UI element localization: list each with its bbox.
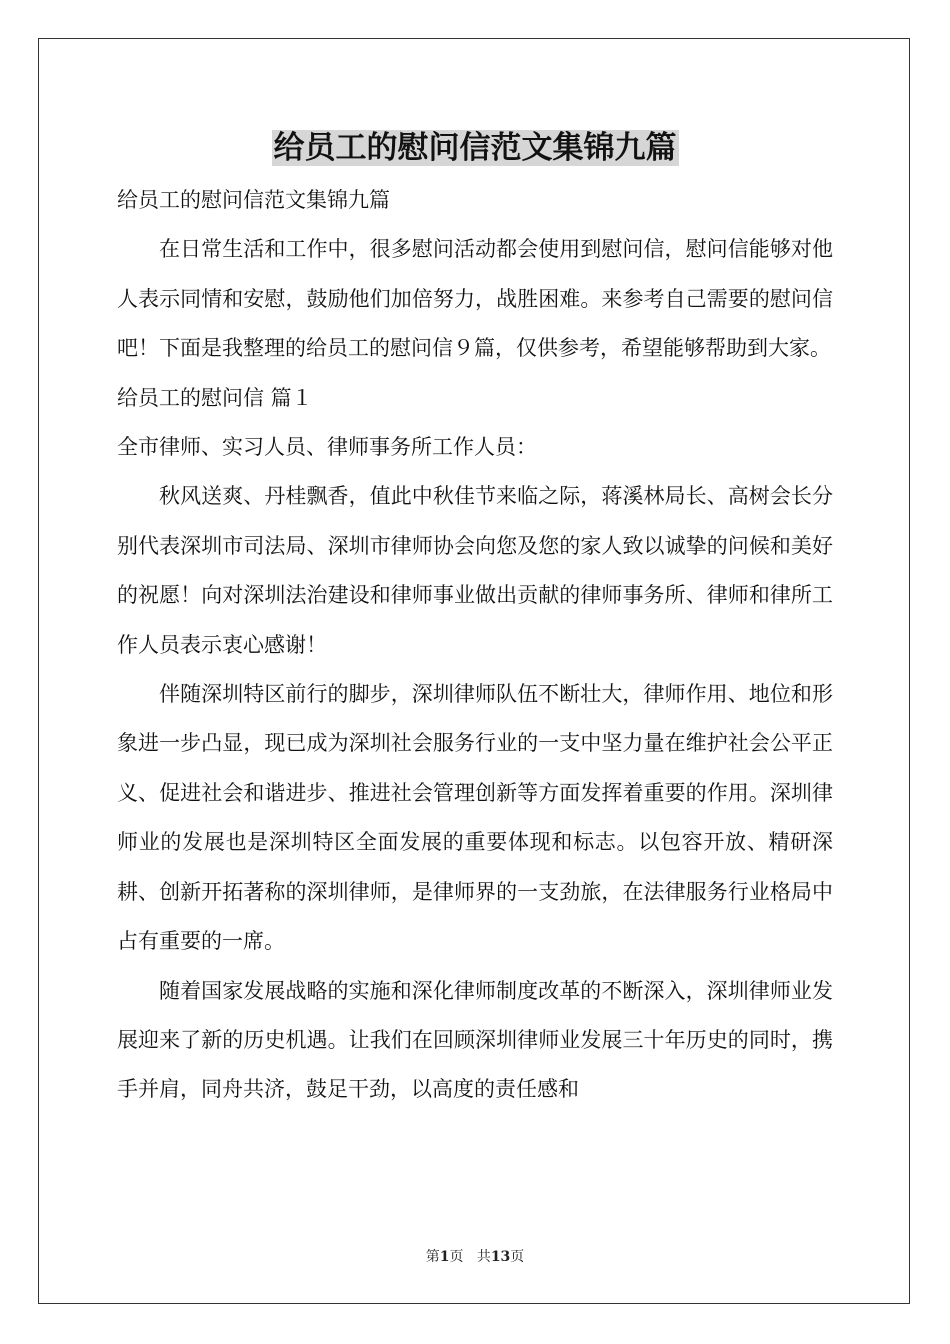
document-body (117, 176, 833, 1115)
page-prefix: 第 (425, 1249, 440, 1265)
letter-salutation: 全市律师、实习人员、律师事务所工作人员： (117, 435, 537, 460)
document-title (0, 126, 950, 170)
body-paragraph: 随着国家发展战略的实施和深化律师制度改革的不断深入，深圳律师业发展迎来了新的历史机遇。让我们在回顾深圳律师业发展三十年历史的同时，携手并肩，同舟共济，鼓足干劲，以高度的责任感和 (117, 978, 833, 1102)
total-suffix: 页 (510, 1249, 525, 1265)
document-title-text: 给员工的慰问信范文集锦九篇 (273, 130, 677, 166)
total-prefix: 共 (476, 1249, 491, 1265)
body-paragraph-intro: 在日常生活和工作中，很多慰问活动都会使用到慰问信，慰问信能够对他人表示同情和安慰，鼓励他们加倍努力，战胜困难。来参考自己需要的慰问信吧！下面是我整理的给员工的慰问信９篇，仅供参考，希望能够帮助到大家。 (117, 237, 833, 361)
page-footer (0, 1247, 950, 1267)
body-paragraph-subtitle: 给员工的慰问信范文集锦九篇 (117, 188, 390, 212)
section-heading-1: 给员工的慰问信 篇１ (117, 385, 313, 410)
page-suffix: 页 (449, 1249, 464, 1265)
body-paragraph: 伴随深圳特区前行的脚步，深圳律师队伍不断壮大，律师作用、地位和形象进一步凸显，现已成为深圳社会服务行业的一支中坚力量在维护社会公平正义、促进社会和谐进步、推进社会管理创新等方面发挥着重要的作用。深圳律师业的发展也是深圳特区全面发展的重要体现和标志。以包容开放、精研深耕、创新开拓著称的深圳律师，是律师界的一支劲旅，在法律服务行业格局中占有重要的一席。 (117, 682, 833, 954)
total-pages: 13 (490, 1249, 511, 1265)
body-paragraph: 秋风送爽、丹桂飘香，值此中秋佳节来临之际，蒋溪林局长、高树会长分别代表深圳市司法局、深圳市律师协会向您及您的家人致以诚挚的问候和美好的祝愿！向对深圳法治建设和律师事业做出贡献的律师事务所、律师和律所工作人员表示衷心感谢！ (117, 484, 833, 657)
page-number: 1 (439, 1249, 450, 1265)
